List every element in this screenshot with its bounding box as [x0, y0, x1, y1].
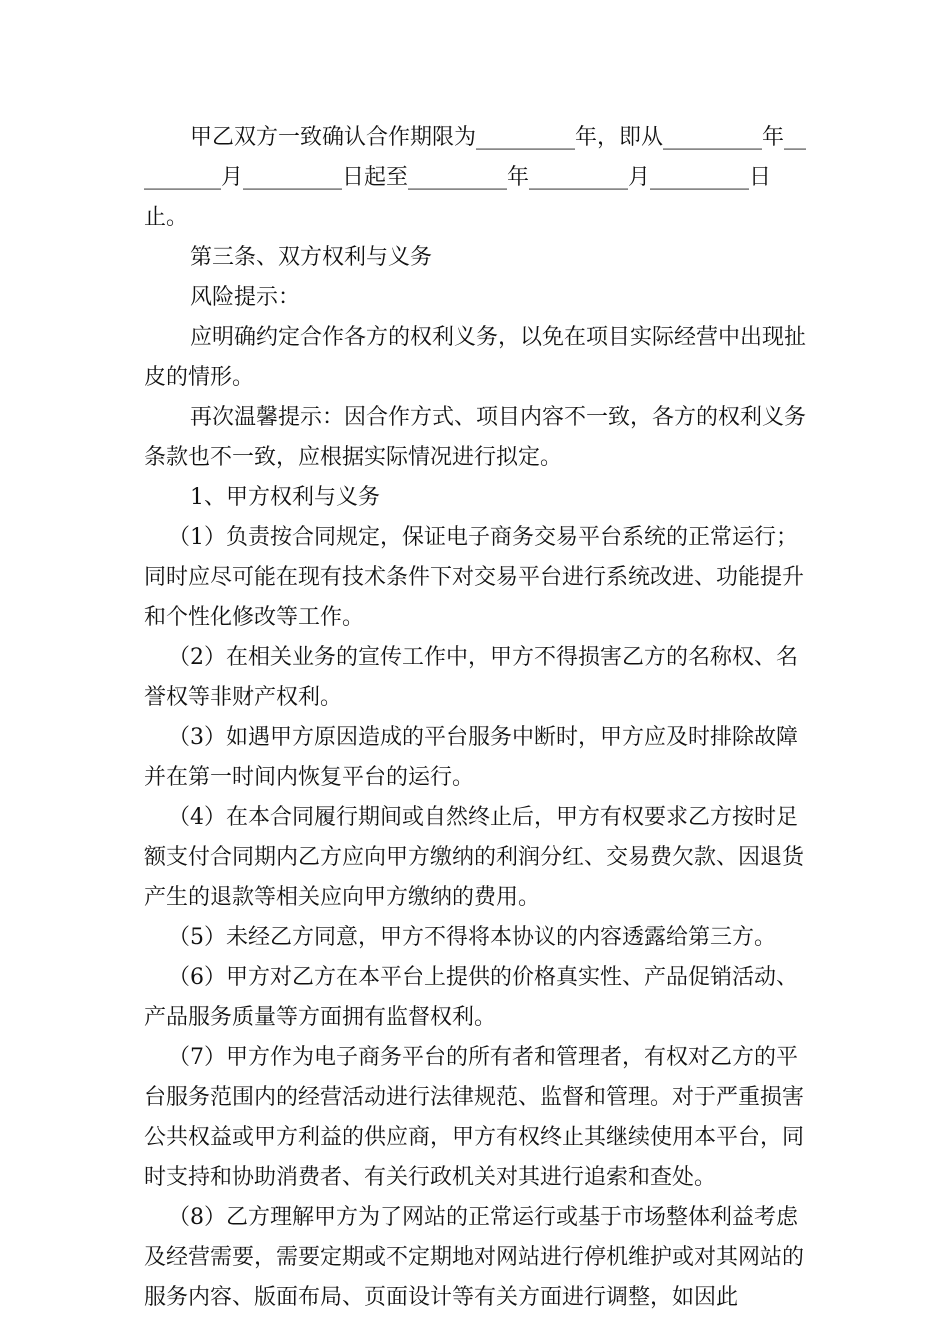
- clause-item-7: （7）甲方作为电子商务平台的所有者和管理者，有权对乙方的平台服务范围内的经营活动进行法律规范、监督和管理。对于严重损害公共权益或甲方利益的供应商，甲方有权终止其继续使用本平台，同时支持和协助消费者、有关行政机关对其进行追索和查处。: [144, 1045, 805, 1190]
- article-3-heading: 第三条、双方权利与义务: [190, 245, 433, 270]
- clause-item-4: （4）在本合同履行期间或自然终止后，甲方有权要求乙方按时足额支付合同期内乙方应向甲方缴纳的利润分红、交易费欠款、因退货产生的退款等相关应向甲方缴纳的费用。: [144, 805, 805, 910]
- reminder-paragraph: 再次温馨提示：因合作方式、项目内容不一致，各方的权利义务条款也不一致，应根据实际情况进行拟定。: [144, 405, 807, 470]
- clause-item-1: （1）负责按合同规定，保证电子商务交易平台系统的正常运行；同时应尽可能在现有技术条件下对交易平台进行系统改进、功能提升和个性化修改等工作。: [144, 525, 805, 630]
- clause-item-6: （6）甲方对乙方在本平台上提供的价格真实性、产品促销活动、产品服务质量等方面拥有监督权利。: [144, 965, 798, 1030]
- risk-paragraph: 应明确约定合作各方的权利义务，以免在项目实际经营中出现扯皮的情形。: [144, 325, 807, 390]
- clause-item-3: （3）如遇甲方原因造成的平台服务中断时，甲方应及时排除故障并在第一时间内恢复平台的运行。: [144, 725, 798, 790]
- clause-item-8: （8）乙方理解甲方为了网站的正常运行或基于市场整体利益考虑及经营需要，需要定期或不定期地对网站进行停机维护或对其网站的服务内容、版面布局、页面设计等有关方面进行调整，如因此: [144, 1205, 805, 1310]
- clause-item-5: （5）未经乙方同意，甲方不得将本协议的内容透露给第三方。: [168, 925, 776, 950]
- contract-period-paragraph: 甲乙双方一致确认合作期限为_________年，即从_________年_________月_________日起至_________年_________月_________日止。: [144, 125, 807, 230]
- party-a-heading: 1、甲方权利与义务: [190, 485, 380, 510]
- clause-item-2: （2）在相关业务的宣传工作中，甲方不得损害乙方的名称权、名誉权等非财产权利。: [144, 645, 798, 710]
- document-body: [144, 118, 812, 1318]
- risk-label: 风险提示：: [190, 285, 301, 310]
